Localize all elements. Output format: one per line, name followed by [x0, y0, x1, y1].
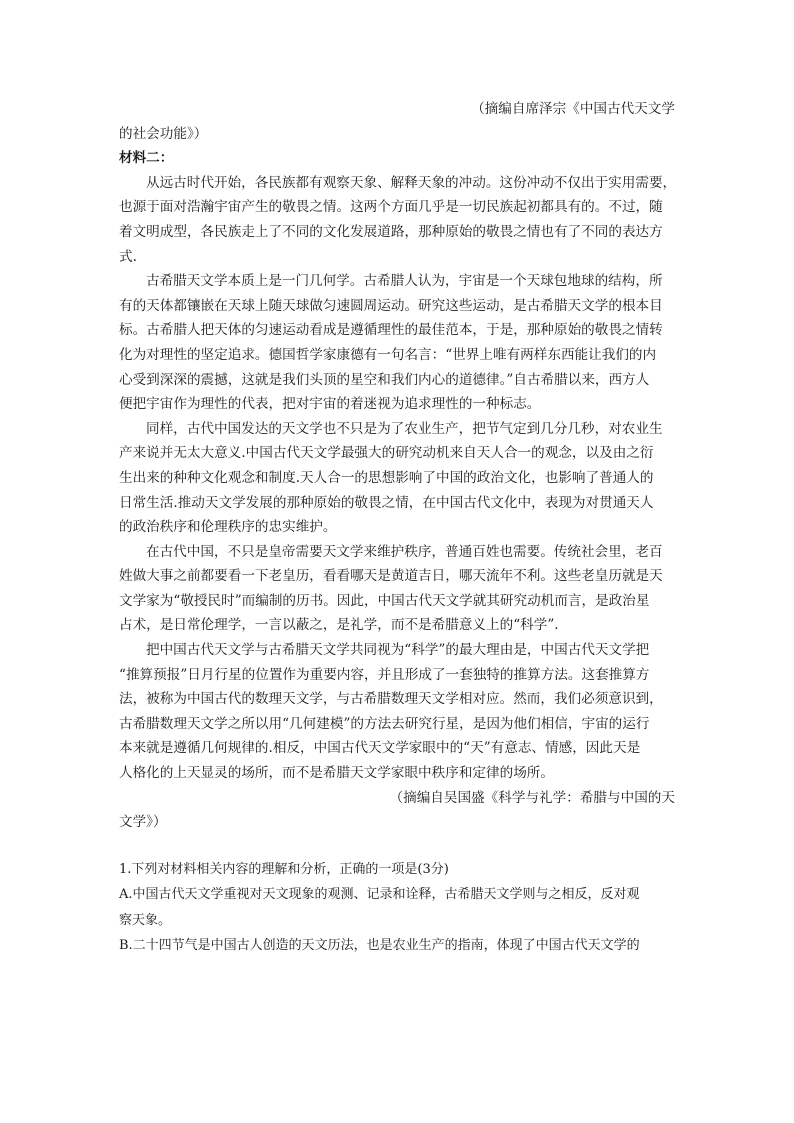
paragraph-line: 便把宇宙作为理性的代表，把对宇宙的着迷视为追求理性的一种标志。 — [119, 396, 541, 413]
paragraph-line: 式. — [119, 248, 137, 265]
material1-source-line1: （摘编自席泽宗《中国古代天文学 — [471, 101, 675, 117]
option-b-line: B.二十四节气是中国古人创造的天文历法，也是农业生产的指南，体现了中国古代天文学的 — [119, 938, 640, 954]
paragraph-line: 同样，古代中国发达的天文学也不只是为了农业生产，把节气定到几分几秒，对农业生 — [146, 420, 663, 437]
paragraph-line: 有的天体都镶嵌在天球上随天球做匀速圆周运动。研究这些运动，是古希腊天文学的根本目 — [119, 297, 663, 314]
paragraph-line: 本来就是遵循几何规律的.相反，中国古代天文学家眼中的“天”有意志、情感，因此天是 — [119, 740, 641, 757]
paragraph-line: 着文明成型，各民族走上了不同的文化发展道路，那种原始的敬畏之情也有了不同的表达方 — [119, 223, 663, 240]
document-page — [119, 97, 675, 959]
paragraph-line: 在古代中国，不只是皇帝需要天文学来维护秩序，普通百姓也需要。传统社会里，老百 — [146, 543, 663, 560]
paragraph-line: 标。古希腊人把天体的匀速运动看成是遵循理性的最佳范本，于是，那种原始的敬畏之情转 — [119, 322, 663, 339]
paragraph-line: 把中国古代天文学与古希腊天文学共同视为“科学”的最大理由是，中国古代天文学把 — [146, 642, 650, 659]
paragraph-2 — [119, 269, 675, 417]
paragraph-line: 法，被称为中国古代的数理天文学，与古希腊数理天文学相对应。然而，我们必须意识到， — [119, 691, 663, 708]
material2-heading: 材料二： — [119, 150, 174, 167]
question-stem: 1.下列对材料相关内容的理解和分析，正确的一项是(3分) — [119, 861, 449, 877]
paragraph-line: 古希腊天文学本质上是一门几何学。古希腊人认为，宇宙是一个天球包地球的结构，所 — [146, 273, 663, 290]
paragraph-5 — [119, 638, 675, 786]
paragraph-3 — [119, 417, 675, 540]
material2-source-line1: （摘编自吴国盛《科学与礼学：希腊与中国的天 — [389, 789, 675, 806]
paragraph-line: 产来说并无太大意义.中国古代天文学最强大的研究动机来自天人合一的观念，以及由之衍 — [119, 445, 654, 462]
paragraph-line: 生出来的种种文化观念和制度.天人合一的思想影响了中国的政治文化，也影响了普通人的 — [119, 469, 654, 486]
material1-source-line2: 的社会功能》） — [119, 125, 208, 142]
paragraph-line: 从远古时代开始，各民族都有观察天象、解释天象的冲动。这份冲动不仅出于实用需要， — [146, 174, 677, 191]
option-a-line: 察天象。 — [119, 912, 172, 928]
paragraph-line: 的政治秩序和伦理秩序的忠实维护。 — [119, 519, 337, 536]
section-gap — [119, 835, 675, 857]
paragraph-line: 日常生活.推动天文学发展的那种原始的敬畏之情，在中国古代文化中，表现为对贯通天人 — [119, 494, 654, 511]
paragraph-line: 古希腊数理天文学之所以用“几何建模”的方法去研究行星，是因为他们相信，宇宙的运行 — [119, 715, 650, 732]
material2-source-line2: 文学》） — [119, 814, 167, 831]
question-1 — [119, 857, 675, 959]
paragraph-line: 占术，是日常伦理学，一言以蔽之，是礼学，而不是希腊意义上的“科学”. — [119, 617, 559, 634]
paragraph-line: 人格化的上天显灵的场所，而不是希腊天文学家眼中秩序和定律的场所。 — [119, 765, 554, 782]
paragraph-line: 姓做大事之前都要看一下老皇历，看看哪天是黄道吉日，哪天流年不利。这些老皇历就是天 — [119, 568, 663, 585]
paragraph-line: 文学家为“敬授民时”而编制的历书。因此，中国古代天文学就其研究动机而言，是政治星 — [119, 592, 650, 609]
paragraph-line: “推算预报”日月行星的位置作为重要内容，并且形成了一套独特的推算方法。这套推算方 — [119, 666, 650, 683]
paragraph-line: 心受到深深的震撼，这就是我们头顶的星空和我们内心的道德律。”自古希腊以来，西方人 — [119, 371, 650, 388]
paragraph-line: 化为对理性的坚定追求。德国哲学家康德有一句名言：“世界上唯有两样东西能让我们的内 — [119, 346, 657, 363]
paragraph-1 — [119, 171, 675, 269]
paragraph-line: 也源于面对浩瀚宇宙产生的敬畏之情。这两个方面几乎是一切民族起初都具有的。不过，随 — [119, 199, 663, 216]
paragraph-4 — [119, 540, 675, 638]
option-a-line: A.中国古代天文学重视对天文现象的观测、记录和诠释，古希腊天文学则与之相反，反对观 — [119, 887, 640, 903]
